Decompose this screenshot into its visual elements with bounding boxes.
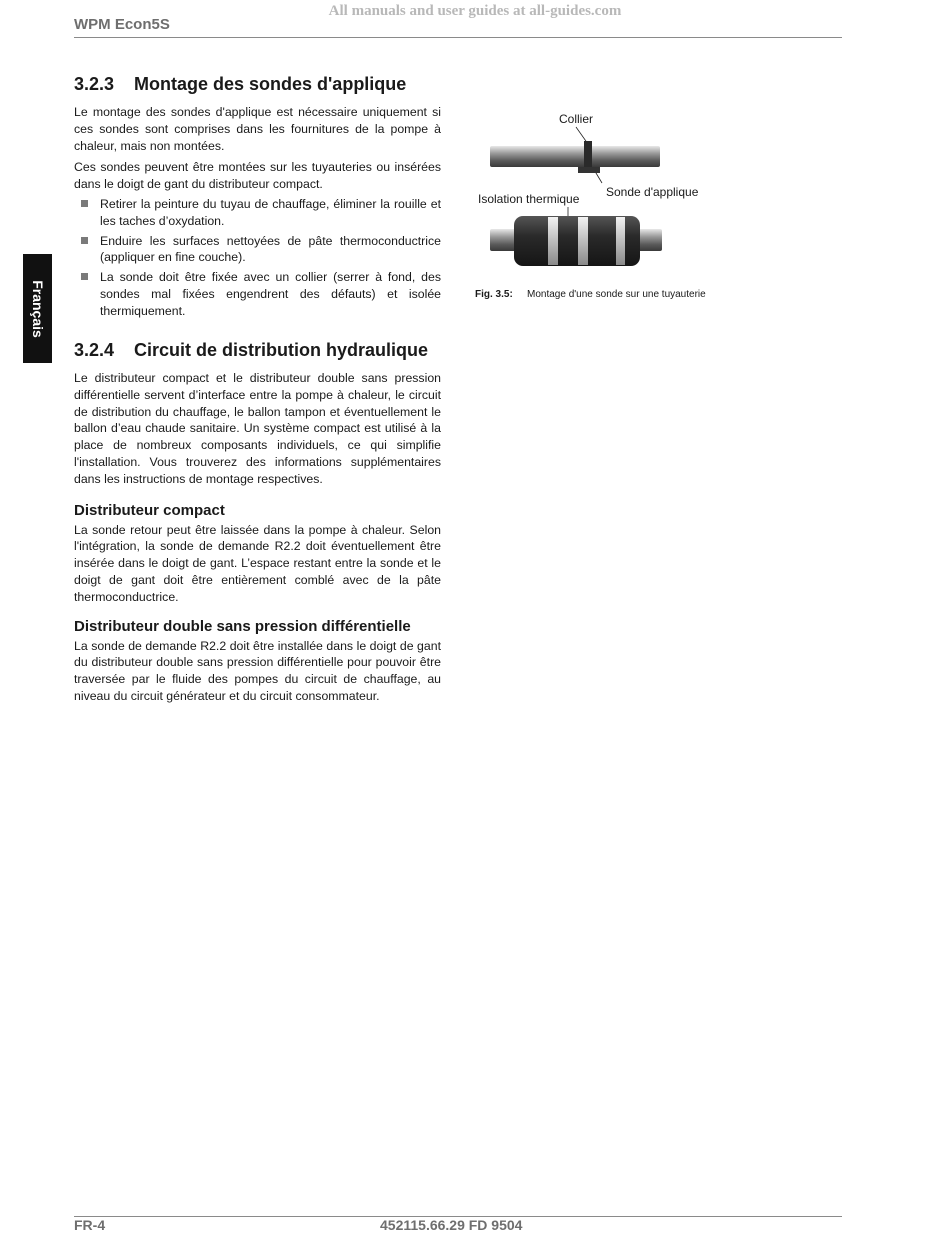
sensor-mounting-figure: [474, 108, 774, 308]
section-title: Circuit de distribution hydraulique: [134, 340, 429, 360]
list-item-text: Retirer la peinture du tuyau de chauffage, éliminer la rouille et les taches d’oxydation.: [100, 196, 441, 228]
figure-caption: [475, 289, 706, 300]
header-title: WPM Econ5S: [74, 16, 170, 33]
paragraph: Le distributeur compact et le distributeur double sans pression différentielle servent d’interface entre la pompe à chaleur, le circuit de distribution du chauffage, le ballon tampon et éventuellement le ballon d’eau chaude sanitaire. Un système compact est utilisé à la place de nombreux composants individuels, ce qui simplifie l'installation. Vous trouverez des informations supplémentaires dans les instructions de montage respectives.: [74, 371, 441, 486]
list-item-text: Enduire les surfaces nettoyées de pâte thermoconductrice (appliquer en fine couche).: [100, 233, 441, 265]
collier-label: Collier: [559, 112, 594, 126]
watermark: All manuals and user guides at all-guides.com: [328, 3, 622, 19]
sonde-label: Sonde d'applique: [606, 185, 699, 199]
subsection-title: Distributeur compact: [74, 501, 225, 519]
language-tab: [23, 254, 52, 363]
pipe-with-sensor: [490, 141, 660, 173]
section-heading: [74, 339, 441, 361]
pipe-with-insulation: [490, 216, 662, 266]
square-bullet-icon: [81, 237, 88, 244]
list-item-text: La sonde doit être fixée avec un collier (serrer à fond, des sondes mal fixées engendrent des défauts) et isolée thermiquement.: [100, 270, 441, 318]
document-number: 452115.66.29 FD 9504: [380, 1217, 523, 1233]
square-bullet-icon: [81, 200, 88, 207]
square-bullet-icon: [81, 273, 88, 280]
language-tab-label: Français: [29, 279, 46, 338]
paragraph: La sonde retour peut être laissée dans la pompe à chaleur. Selon l'intégration, la sonde de demande R2.2 doit éventuellement être insérée dans le doigt de gant. L’espace restant entre la sonde et le doigt de gant doit être entièrement comblé avec de la pâte thermoconductrice.: [74, 522, 441, 604]
section-3-2-3: [74, 73, 441, 320]
section-heading: [74, 73, 441, 95]
sensor-body: [578, 167, 600, 173]
list-item: [74, 233, 441, 267]
paragraph: Le montage des sondes d'applique est nécessaire uniquement si ces sondes sont comprises dans les fournitures de la pompe à chaleur, mais non montées.: [74, 105, 441, 153]
tape-band: [616, 217, 625, 265]
tape-band: [578, 217, 588, 265]
pipe: [490, 146, 660, 167]
clamp: [584, 141, 592, 171]
page-number: FR-4: [74, 1217, 106, 1233]
figure-number: Fig. 3.5:: [475, 289, 513, 300]
section-number: 3.2.4: [74, 340, 115, 360]
section-number: 3.2.3: [74, 74, 115, 94]
section-title: Montage des sondes d'applique: [134, 74, 407, 94]
paragraph: Ces sondes peuvent être montées sur les tuyauteries ou insérées dans le doigt de gant du distributeur compact.: [74, 160, 441, 192]
list-item: [74, 196, 441, 230]
isolation-label: Isolation thermique: [478, 192, 580, 206]
header-rule: [74, 37, 842, 38]
section-3-2-4: [74, 339, 441, 705]
bullet-list: [74, 196, 441, 320]
paragraph: La sonde de demande R2.2 doit être installée dans le doigt de gant du distributeur double sans pression différentielle pour pouvoir être traversée par le fluide des pompes du circuit de chauffage, au niveau du circuit générateur et du circuit consommateur.: [74, 638, 441, 703]
tape-band: [548, 217, 558, 265]
figure-caption-text: Montage d'une sonde sur une tuyauterie: [527, 289, 706, 300]
subsection-title: Distributeur double sans pression différentielle: [74, 617, 411, 635]
list-item: [74, 269, 441, 319]
